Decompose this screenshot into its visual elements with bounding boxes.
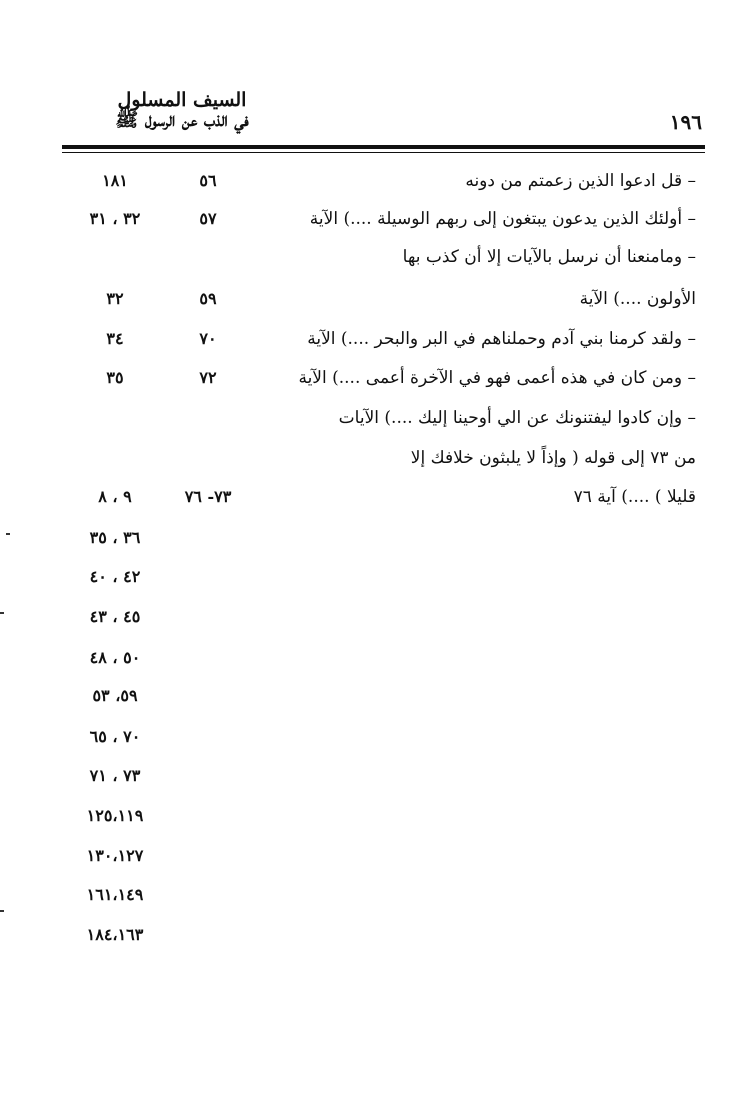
page-reference: ٣٦ ، ٣٥ (89, 528, 141, 547)
verse-text: – ومن كان في هذه أعمى فهو في الآخرة أعمى ....) الآية (298, 368, 696, 388)
page-reference: ٤٥ ، ٤٣ (89, 607, 141, 626)
page-reference: ٥٠ ، ٤٨ (89, 648, 141, 667)
verse-text: – ولقد كرمنا بني آدم وحملناهم في البر والبحر ....) الآية (307, 329, 696, 349)
verse-number: ٥٧ (199, 209, 217, 228)
page-reference: ٤٢ ، ٤٠ (89, 567, 141, 586)
verse-number: ٧٠ (199, 329, 217, 348)
page-number: ١٩٦ (669, 110, 702, 134)
index-row (0, 201, 751, 237)
index-row (0, 321, 751, 357)
index-row (0, 360, 751, 396)
page-reference: ١٦١،١٤٩ (86, 885, 144, 904)
book-title-line2: في الذب عن الرسول ﷺ (115, 109, 249, 131)
margin-mark (0, 612, 4, 614)
page-reference: ٣٢ ، ٣١ (89, 209, 141, 228)
margin-mark (0, 910, 4, 912)
page-reference: ٧٣ ، ٧١ (89, 766, 141, 785)
page-reference: ١٨١ (102, 171, 128, 190)
verse-number: ٧٢ (199, 368, 217, 387)
page-reference: ٣٢ (106, 289, 124, 308)
page-reference: ٥٩، ٥٣ (92, 686, 138, 705)
page-reference: ٣٥ (106, 368, 124, 387)
verse-number: ٥٩ (199, 289, 217, 308)
index-row (0, 239, 751, 275)
index-row (0, 400, 751, 436)
book-title-line1: السيف المسلول (117, 89, 247, 111)
verse-text: – ومامنعنا أن نرسل بالآيات إلا أن كذب بها (402, 247, 696, 267)
page-reference: ١٨٤،١٦٣ (86, 925, 144, 944)
index-row (0, 281, 751, 317)
header-rule-thick (62, 145, 705, 149)
verse-text: – قل ادعوا الذين زعمتم من دونه (465, 171, 696, 191)
index-row (0, 440, 751, 476)
page-reference: ٧٠ ، ٦٥ (89, 727, 141, 746)
verse-text: – وإن كادوا ليفتنونك عن الي أوحينا إليك ....) الآيات (338, 408, 696, 428)
verse-text: من ٧٣ إلى قوله ( وإذاً لا يلبثون خلافك إلا (410, 448, 696, 468)
index-row (0, 163, 751, 199)
page-reference: ٩ ، ٨ (98, 487, 132, 506)
verse-text: قليلا ) ....) آية ٧٦ (573, 487, 696, 507)
page-reference: ١٣٠،١٢٧ (86, 846, 144, 865)
margin-mark (6, 533, 10, 535)
verse-text: الأولون ....) الآية (579, 289, 696, 309)
verse-number: ٥٦ (199, 171, 217, 190)
verse-text: – أولئك الذين يدعون يبتغون إلى ربهم الوسيلة ....) الآية (309, 209, 696, 229)
page-reference: ٣٤ (106, 329, 124, 348)
page-reference: ١٢٥،١١٩ (86, 806, 144, 825)
book-title (62, 90, 302, 130)
verse-number: ٧٣- ٧٦ (184, 487, 232, 506)
header-rule-thin (62, 152, 705, 153)
index-row (0, 479, 751, 515)
